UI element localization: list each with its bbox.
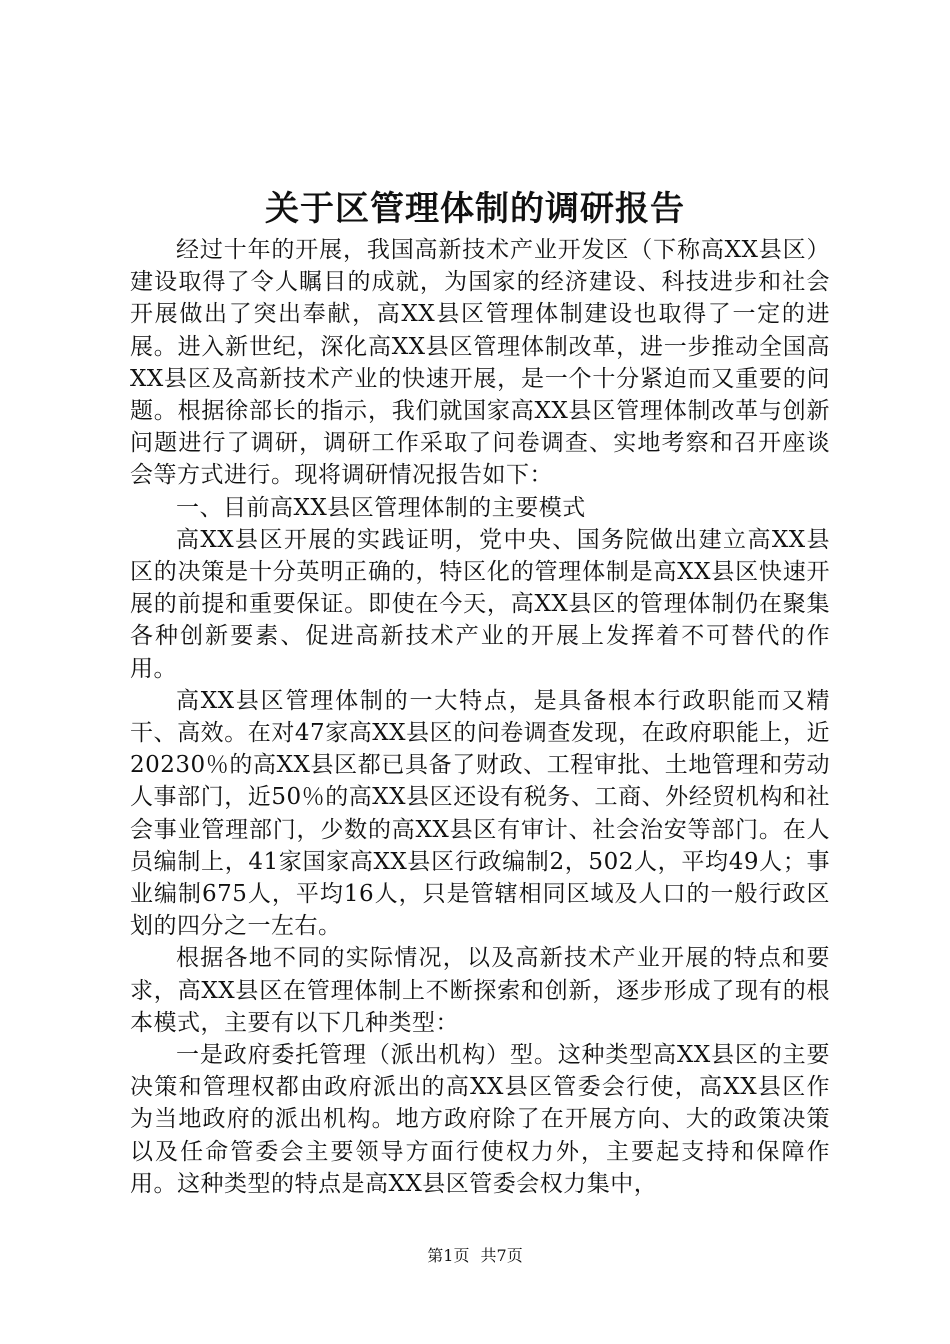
document-body bbox=[130, 234, 830, 1200]
page-number: 第1页 bbox=[427, 1246, 470, 1265]
document-title: 关于区管理体制的调研报告 bbox=[265, 189, 685, 229]
paragraph-intro: 经过十年的开展，我国高新技术产业开发区（下称高XX县区）建设取得了令人瞩目的成就，为国家的经济建设、科技进步和社会开展做出了突出奉献，高XX县区管理体制建设也取得了一定的进展。进入新世纪，深化高XX县区管理体制改革，进一步推动全国高XX县区及高新技术产业的快速开展，是一个十分紧迫而又重要的问题。根据徐部长的指示，我们就国家高XX县区管理体制改革与创新问题进行了调研，调研工作采取了问卷调查、实地考察和召开座谈会等方式进行。现将调研情况报告如下： bbox=[130, 237, 830, 489]
page-footer bbox=[0, 1244, 950, 1268]
paragraph: 高XX县区管理体制的一大特点，是具备根本行政职能而又精干、高效。在对47家高XX县区的问卷调查发现，在政府职能上，近20230％的高XX县区都已具备了财政、工程审批、土地管理和劳动人事部门，近50％的高XX县区还设有税务、工商、外经贸机构和社会事业管理部门，少数的高XX县区有审计、社会治安等部门。在人员编制上，41家国家高XX县区行政编制2，502人，平均49人；事业编制675人，平均16人，只是管辖相同区域及人口的一般行政区划的四分之一左右。 bbox=[130, 687, 830, 940]
paragraph: 高XX县区开展的实践证明，党中央、国务院做出建立高XX县区的决策是十分英明正确的，特区化的管理体制是高XX县区快速开展的前提和重要保证。即使在今天，高XX县区的管理体制仍在聚集各种创新要素、促进高新技术产业的开展上发挥着不可替代的作用。 bbox=[130, 526, 830, 682]
section-heading: 一、目前高XX县区管理体制的主要模式 bbox=[176, 494, 586, 521]
page-total: 共7页 bbox=[480, 1246, 523, 1265]
paragraph: 一是政府委托管理（派出机构）型。这种类型高XX县区的主要决策和管理权都由政府派出的高XX县区管委会行使，高XX县区作为当地政府的派出机构。地方政府除了在开展方向、大的政策决策以及任命管委会主要领导方面行使权力外，主要起支持和保障作用。这种类型的特点是高XX县区管委会权力集中， bbox=[130, 1042, 830, 1197]
paragraph: 根据各地不同的实际情况，以及高新技术产业开展的特点和要求，高XX县区在管理体制上不断探索和创新，逐步形成了现有的根本模式，主要有以下几种类型： bbox=[130, 945, 830, 1036]
